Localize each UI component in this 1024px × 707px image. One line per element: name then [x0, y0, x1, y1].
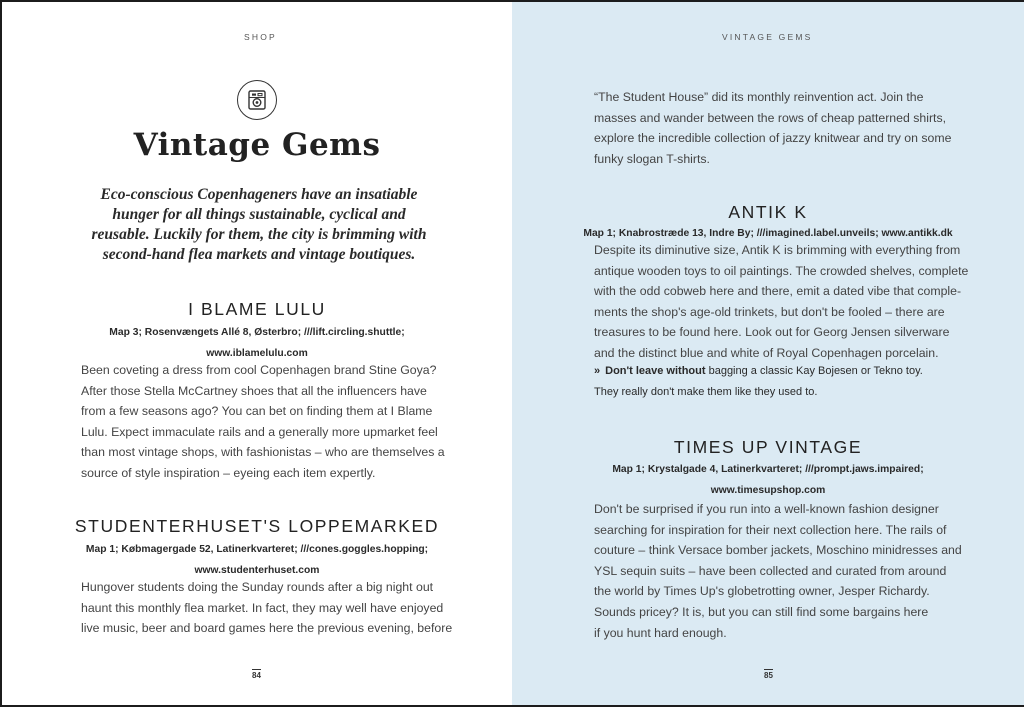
intro-paragraph: Eco-conscious Copenhageners have an insatiable hunger for all things sustainable, cyclical and reusable. Luckily for them, the city is brimming with second-hand flea markets and vintage boutiques. [91, 186, 427, 263]
entry-website: www.studenterhuset.com [194, 565, 320, 576]
camera-icon-graphic [244, 87, 270, 113]
entry-meta-i-blame-lulu [2, 322, 512, 364]
entry-website: www.iblamelulu.com [206, 348, 308, 359]
body-line: YSL sequin suits – have been collected and curated from around [594, 563, 947, 578]
body-line: Hungover students doing the Sunday rounds after a big night out [81, 580, 434, 594]
entry-website: www.timesupshop.com [710, 485, 826, 496]
body-line: the world by Times Up's globetrotting owner, Jesper Richardy. [594, 584, 930, 599]
tip-line [594, 361, 1014, 382]
body-line: source of style inspiration – eyeing each item expertly. [81, 465, 376, 480]
camera-icon [237, 80, 277, 120]
page-number-right: 85 [764, 671, 773, 680]
running-head-left: SHOP [244, 32, 277, 42]
body-line: “The Student House” did its monthly reinvention act. Join the [594, 90, 924, 104]
body-line: masses and wander between the rows of cheap patterned shirts, [594, 110, 947, 125]
running-head-right: VINTAGE GEMS [722, 32, 813, 42]
body-line: with the odd cobweb here and there, emit a dated vibe that comple- [594, 284, 962, 299]
entry-title-studenterhuset: STUDENTERHUSET'S LOPPEMARKED [74, 516, 440, 536]
right-page [512, 2, 1024, 705]
body-line: than most vintage shops, with fashionistas – who are themselves a [81, 445, 445, 460]
entry-address: Map 1; Knabrostræde 13, Indre By; ///imagined.label.unveils; www.antikk.dk [583, 228, 953, 239]
body-line: Been coveting a dress from cool Copenhagen brand Stine Goya? [81, 363, 437, 377]
body-line: live music, beer and board games here the previous evening, before [81, 621, 453, 636]
entry-title-times-up-vintage: TIMES UP VINTAGE [673, 437, 863, 457]
page-title: Vintage Gems [133, 127, 381, 163]
body-line: Lulu. Expect immaculate rails and a generally more upmarket feel [81, 424, 438, 439]
body-line: funky slogan T-shirts. [594, 151, 710, 166]
body-line: Despite its diminutive size, Antik K is brimming with everything from [594, 243, 961, 257]
entry-body-studenterhuset [81, 577, 501, 639]
body-line: if you hunt hard enough. [594, 625, 727, 640]
page-number-left: 84 [252, 671, 261, 680]
entry-address: Map 3; Rosenvængets Allé 8, Østerbro; ///lift.circling.shuttle; [109, 327, 405, 338]
tip-line-2: They really don't make them like they used to. [594, 386, 818, 398]
body-line: ments the shop's age-old trinkets, but don't be fooled – there are [594, 304, 945, 319]
entry-title-antik-k: ANTIK K [728, 202, 808, 222]
entry-body-antik-k [594, 240, 1014, 364]
entry-body-times-up-vintage [594, 499, 1014, 643]
entry-address: Map 1; Købmagergade 52, Latinerkvarteret; ///cones.goggles.hopping; [85, 544, 429, 555]
entry-body-i-blame-lulu [81, 360, 501, 484]
entry-meta-times-up-vintage [512, 459, 1024, 501]
tip-lead: Don't leave without [605, 365, 706, 377]
tip-text: bagging a classic Kay Bojesen or Tekno toy. [705, 365, 923, 377]
body-line: treasures to be found here. Look out for Georg Jensen silverware [594, 325, 950, 340]
body-line: After those Stella McCartney shoes that all the influencers have [81, 383, 427, 398]
body-line: haunt this monthly flea market. In fact, they may well have enjoyed [81, 600, 444, 615]
body-line: searching for inspiration for their next collection here. The rails of [594, 522, 947, 537]
entry-title-i-blame-lulu: I BLAME LULU [188, 299, 326, 319]
left-page [2, 2, 512, 705]
entry-meta-studenterhuset [2, 539, 512, 581]
body-line: and the distinct blue and white of Royal Copenhagen porcelain. [594, 345, 939, 360]
body-line: from a few seasons ago? You can bet on finding them at I Blame [81, 404, 433, 419]
body-line: Don't be surprised if you run into a well-known fashion designer [594, 502, 939, 516]
double-chevron-icon: » [594, 365, 601, 377]
continuation-paragraph [594, 87, 1014, 169]
body-line: antique wooden toys to oil paintings. The crowded shelves, complete [594, 263, 969, 278]
body-line: Sounds pricey? It is, but you can still find some bargains here [594, 604, 929, 619]
body-line: explore the incredible collection of jazzy knitwear and try on some [594, 131, 952, 146]
dont-leave-without-tip [594, 361, 1014, 403]
body-line: couture – think Versace bomber jackets, Moschino minidresses and [594, 543, 962, 558]
entry-address: Map 1; Krystalgade 4, Latinerkvarteret; ///prompt.jaws.impaired; [612, 464, 924, 475]
